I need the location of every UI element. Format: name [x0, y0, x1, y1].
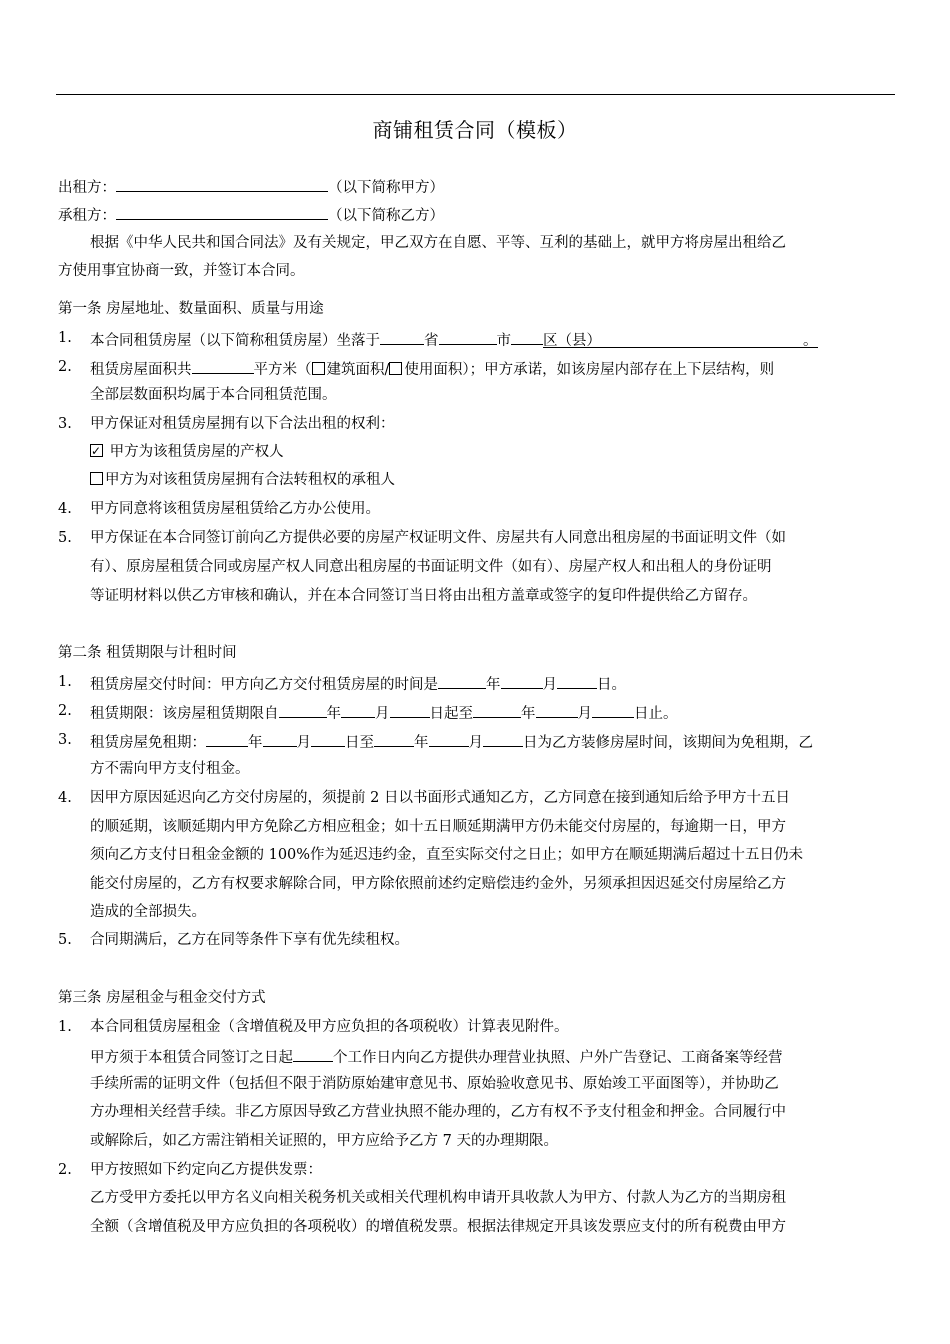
- day-blank[interactable]: [557, 672, 597, 689]
- building-area-checkbox[interactable]: [312, 362, 325, 375]
- article3-para-1-line-4: 或解除后，如乙方需注销相关证照的，甲方应给予乙方 7 天的办理期限。: [90, 1133, 558, 1149]
- end-year-blank[interactable]: [473, 701, 521, 718]
- text: 甲方为该租赁房屋的产权人: [109, 444, 284, 460]
- text: 甲方为对该租赁房屋拥有合法转租权的承租人: [105, 472, 395, 488]
- lessee-note: （以下简称乙方）: [328, 208, 444, 224]
- area-blank[interactable]: [192, 357, 254, 374]
- usable-area-checkbox[interactable]: [389, 362, 402, 375]
- text: 建筑面积/: [326, 362, 390, 378]
- start-month-blank[interactable]: [341, 701, 375, 718]
- free-start-year-blank[interactable]: [206, 730, 248, 747]
- workdays-blank[interactable]: [293, 1045, 333, 1062]
- lessor-note: （以下简称甲方）: [328, 180, 444, 196]
- text: 。: [803, 333, 818, 349]
- article1-item-4: 甲方同意将该租赁房屋租赁给乙方办公使用。: [90, 501, 380, 517]
- article2-item-4-line-2: 的顺延期，该顺延期内甲方免除乙方相应租金；如十五日顺延期满甲方仍未能交付房屋的，每逾期一日，甲方: [90, 819, 786, 835]
- article2-num-2: 2.: [58, 703, 72, 719]
- text: 月: [468, 735, 483, 751]
- article2-num-5: 5.: [58, 932, 72, 948]
- article1-num-4: 4.: [58, 501, 72, 517]
- month-blank[interactable]: [501, 672, 543, 689]
- text: 日为乙方装修房屋时间，该期间为免租期，乙: [523, 735, 813, 751]
- text: 年: [486, 677, 501, 693]
- text: 区（县）: [543, 333, 601, 349]
- lessor-label: 出租方：: [58, 180, 116, 196]
- province-blank[interactable]: [380, 328, 424, 345]
- end-month-blank[interactable]: [536, 701, 578, 718]
- free-end-month-blank[interactable]: [429, 730, 469, 747]
- article2-item-4-line-1: 因甲方原因延迟向乙方交付房屋的，须提前 2 日以书面形式通知乙方，乙方同意在接到通知后给予甲方十五日: [90, 790, 790, 806]
- text: 个工作日内向乙方提供办理营业执照、户外广告登记、工商备案等经营: [333, 1050, 783, 1066]
- article3-para-2-line-1: 乙方受甲方委托以甲方名义向相关税务机关或相关代理机构申请开具收款人为甲方、付款人为乙方的当期房租: [90, 1190, 786, 1206]
- text: 甲方须于本租赁合同签订之日起: [90, 1050, 293, 1066]
- lessor-line: [58, 175, 444, 198]
- document-title: 商铺租赁合同（模板）: [372, 118, 578, 142]
- text: 省: [424, 333, 439, 349]
- article2-item-3: [90, 730, 813, 753]
- text: 月: [542, 677, 557, 693]
- start-day-blank[interactable]: [390, 701, 430, 718]
- text: 租赁房屋免租期：: [90, 735, 206, 751]
- article1-num-3: 3.: [58, 416, 72, 432]
- text: 月: [577, 706, 592, 722]
- article3-item-1: 本合同租赁房屋租金（含增值税及甲方应负担的各项税收）计算表见附件。: [90, 1019, 569, 1035]
- article1-item-5-line-3: 等证明材料以供乙方审核和确认，并在本合同签订当日将由出租方盖章或签字的复印件提供给乙方留存。: [90, 588, 757, 604]
- article3-para-1-line-3: 方办理相关经营手续。非乙方原因导致乙方营业执照不能办理的，乙方有权不予支付租金和押金。合同履行中: [90, 1104, 786, 1120]
- article1-heading: 第一条 房屋地址、数量面积、质量与用途: [58, 301, 324, 317]
- sublessor-checkbox[interactable]: [90, 472, 103, 485]
- article3-num-1: 1.: [58, 1019, 72, 1035]
- lessee-label: 承租方：: [58, 208, 116, 224]
- article2-item-5: 合同期满后，乙方在同等条件下享有优先续租权。: [90, 932, 409, 948]
- article2-item-1: [90, 672, 626, 695]
- article2-num-1: 1.: [58, 674, 72, 690]
- year-blank[interactable]: [438, 672, 486, 689]
- text: 日。: [597, 677, 626, 693]
- text: 月: [296, 735, 311, 751]
- article3-para-2-line-2: 全额（含增值税及甲方应负担的各项税收）的增值税发票。根据法律规定开具该发票应支付的所有税费由甲方: [90, 1219, 786, 1235]
- lessee-line: [58, 203, 444, 226]
- text: 使用面积）；甲方承诺，如该房屋内部存在上下层结构，则: [404, 362, 775, 378]
- article1-item-1: [90, 328, 818, 351]
- text: 租赁房屋面积共: [90, 362, 192, 378]
- text: 租赁期限：该房屋租赁期限自: [90, 706, 279, 722]
- article2-num-4: 4.: [58, 790, 72, 806]
- lessor-blank[interactable]: [116, 175, 328, 192]
- article2-item-3-line-2: 方不需向甲方支付租金。: [90, 761, 250, 777]
- article2-item-2: [90, 701, 678, 724]
- text: 月: [375, 706, 390, 722]
- option-owner: [90, 442, 284, 462]
- text: 本合同租赁房屋（以下简称租赁房屋）坐落于: [90, 333, 380, 349]
- article1-num-2: 2.: [58, 359, 72, 375]
- article3-item-2: 甲方按照如下约定向乙方提供发票：: [90, 1162, 322, 1178]
- header-rule: [56, 94, 895, 95]
- free-end-year-blank[interactable]: [374, 730, 414, 747]
- article1-item-3: 甲方保证对租赁房屋拥有以下合法出租的权利：: [90, 416, 395, 432]
- end-day-blank[interactable]: [592, 701, 634, 718]
- article1-item-2: [90, 357, 774, 380]
- article3-para-1-line-2: 手续所需的证明文件（包括但不限于消防原始建审意见书、原始验收意见书、原始竣工平面图等），并协助乙: [90, 1076, 779, 1092]
- lessee-blank[interactable]: [116, 203, 328, 220]
- text: 年: [248, 735, 263, 751]
- article3-num-2: 2.: [58, 1162, 72, 1178]
- text: 日至: [345, 735, 374, 751]
- option-sublessor: [90, 470, 395, 490]
- free-start-day-blank[interactable]: [311, 730, 345, 747]
- article2-item-4-line-5: 造成的全部损失。: [90, 904, 206, 920]
- article1-num-5: 5.: [58, 530, 72, 546]
- article2-item-4-line-4: 能交付房屋的，乙方有权要求解除合同，甲方除依照前述约定赔偿违约金外，另须承担因迟延交付房屋给乙方: [90, 876, 786, 892]
- text: 租赁房屋交付时间：甲方向乙方交付租赁房屋的时间是: [90, 677, 438, 693]
- article1-item-5-line-2: 有）、原房屋租赁合同或房屋产权人同意出租房屋的书面证明文件（如有）、房屋产权人和出租人的身份证明: [90, 559, 772, 575]
- city-blank[interactable]: [439, 328, 497, 345]
- free-start-month-blank[interactable]: [263, 730, 297, 747]
- text: 平方米（: [253, 362, 312, 378]
- text: 日止。: [634, 706, 678, 722]
- article1-num-1: 1.: [58, 330, 72, 346]
- article1-item-5-line-1: 甲方保证在本合同签订前向乙方提供必要的房屋产权证明文件、房屋共有人同意出租房屋的书面证明文件（如: [90, 530, 786, 546]
- county-underlined: [543, 331, 818, 348]
- text: 市: [496, 333, 511, 349]
- preamble-line-2: 方使用事宜协商一致，并签订本合同。: [58, 263, 305, 279]
- article3-heading: 第三条 房屋租金与租金交付方式: [58, 990, 266, 1006]
- text: 日起至: [429, 706, 473, 722]
- start-year-blank[interactable]: [279, 701, 327, 718]
- article2-heading: 第二条 租赁期限与计租时间: [58, 645, 237, 661]
- article2-num-3: 3.: [58, 732, 72, 748]
- text: 年: [326, 706, 341, 722]
- free-end-day-blank[interactable]: [483, 730, 523, 747]
- owner-checkbox[interactable]: [90, 444, 103, 457]
- preamble-line-1: 根据《中华人民共和国合同法》及有关规定，甲乙双方在自愿、平等、互利的基础上，就甲方将房屋出租给乙: [90, 235, 786, 251]
- text: 年: [521, 706, 536, 722]
- district-blank[interactable]: [511, 328, 543, 345]
- article2-item-4-line-3: 须向乙方支付日租金金额的 100%作为延迟违约金，直至实际交付之日止；如甲方在顺延期满后超过十五日仍未: [90, 847, 804, 863]
- article1-item-2-line-2: 全部层数面积均属于本合同租赁范围。: [90, 387, 337, 403]
- article3-para-1-line-1: [90, 1045, 783, 1068]
- text: 年: [414, 735, 429, 751]
